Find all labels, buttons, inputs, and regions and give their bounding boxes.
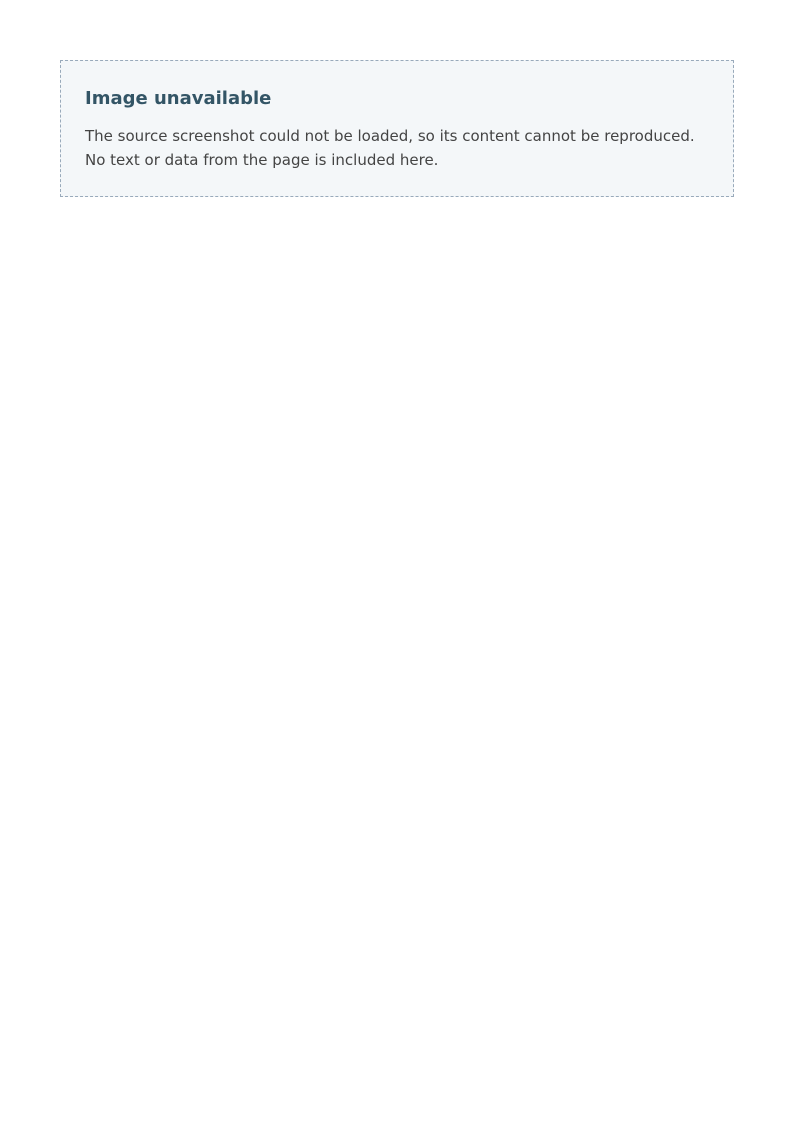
missing-image-notice [60,60,734,197]
notice-title: Image unavailable [85,88,272,109]
notice-body: The source screenshot could not be loaded, so its content cannot be reproduced. No text or data from the page is included here. [85,126,695,169]
